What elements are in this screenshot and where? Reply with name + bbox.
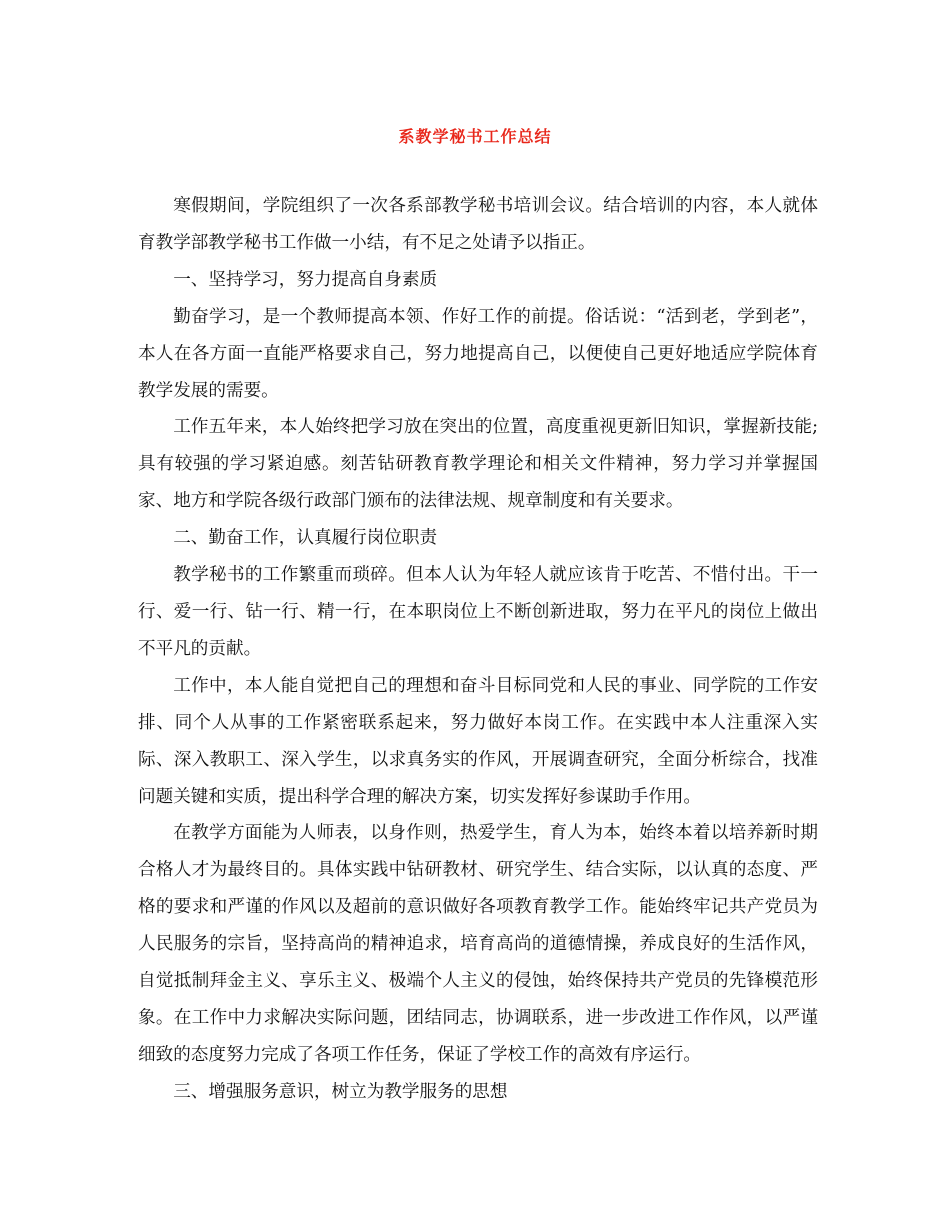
paragraph: 教学秘书的工作繁重而琐碎。但本人认为年轻人就应该肯于吃苦、不惜付出。干一行、爱一行、钻一行、精一行，在本职岗位上不断创新进取，努力在平凡的岗位上做出不平凡的贡献。 [138,565,818,659]
paragraph: 工作中，本人能自觉把自己的理想和奋斗目标同党和人民的事业、同学院的工作安排、同个人从事的工作紧密联系起来，努力做好本岗工作。在实践中本人注重深入实际、深入教职工、深入学生，以求真务实的作风，开展调查研究，全面分析综合，找准问题关键和实质，提出科学合理的解决方案，切实发挥好参谋助手作用。 [138,675,818,807]
section-heading-3: 三、增强服务意识，树立为教学服务的思想 [173,1081,508,1102]
section-heading-1: 一、坚持学习，努力提高自身素质 [173,269,438,290]
paragraph-intro: 寒假期间，学院组织了一次各系部教学秘书培训会议。结合培训的内容，本人就体育教学部教学秘书工作做一小结，有不足之处请予以指正。 [138,196,818,253]
document-title: 系教学秘书工作总结 [398,127,552,146]
section-heading-2: 二、勤奋工作，认真履行岗位职责 [173,528,438,549]
paragraph: 在教学方面能为人师表，以身作则，热爱学生，育人为本，始终本着以培养新时期合格人才为最终目的。具体实践中钻研教材、研究学生、结合实际，以认真的态度、严格的要求和严谨的作风以及超前的意识做好各项教育教学工作。能始终牢记共产党员为人民服务的宗旨，坚持高尚的精神追求，培育高尚的道德情操，养成良好的生活作风，自觉抵制拜金主义、享乐主义、极端个人主义的侵蚀，始终保持共产党员的先锋模范形象。在工作中力求解决实际问题，团结同志，协调联系，进一步改进工作作风，以严谨细致的态度努力完成了各项工作任务，保证了学校工作的高效有序运行。 [138,823,818,1065]
document-body [138,188,818,1111]
paragraph: 勤奋学习，是一个教师提高本领、作好工作的前提。俗话说：“活到老，学到老”，本人在各方面一直能严格要求自己，努力地提高自己，以便使自己更好地适应学院体育教学发展的需要。 [138,306,818,401]
paragraph: 工作五年来，本人始终把学习放在突出的位置，高度重视更新旧知识，掌握新技能;具有较强的学习紧迫感。刻苦钻研教育教学理论和相关文件精神，努力学习并掌握国家、地方和学院各级行政部门颁布的法律法规、规章制度和有关要求。 [138,417,818,512]
